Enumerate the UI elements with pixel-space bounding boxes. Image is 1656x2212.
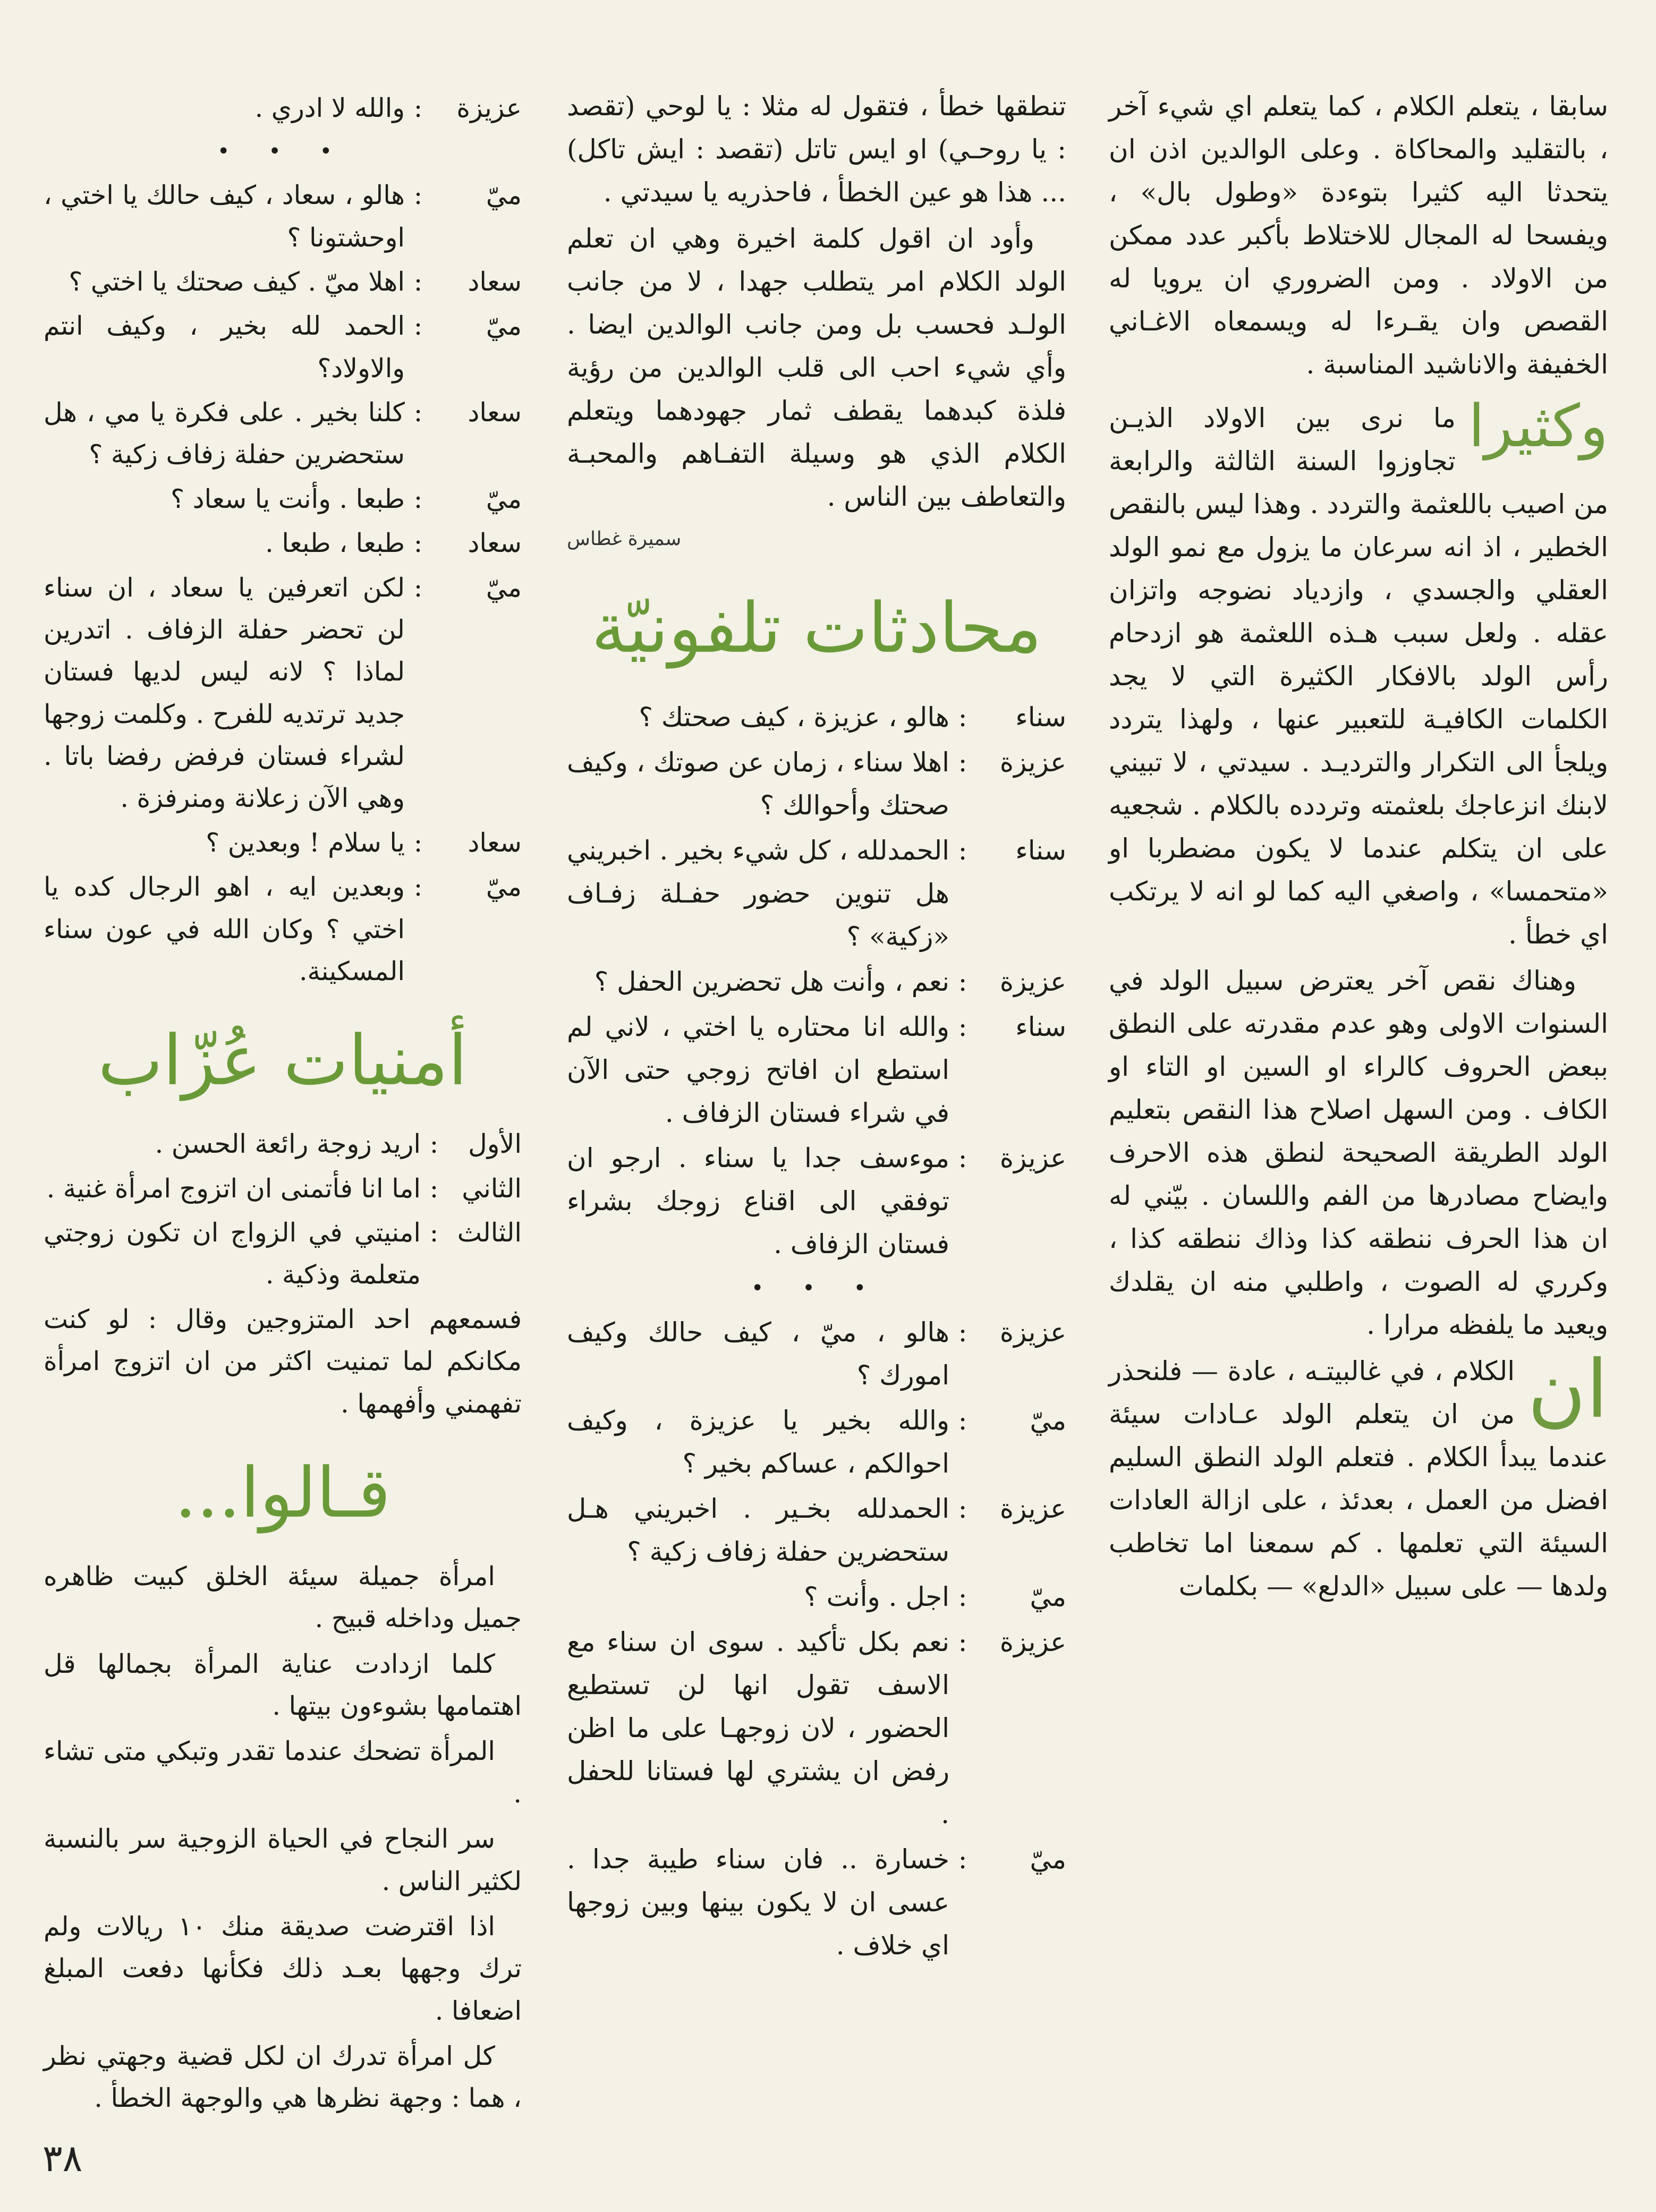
speaker-colon: : [958,1627,967,1658]
speaker-colon: : [958,1844,967,1875]
dialogue-text: هالو ، سعاد ، كيف حالك يا اختي ، اوحشتونا ؟ [44,180,405,253]
speaker-colon: : [429,1218,439,1248]
dialogue-line [567,1576,1066,1619]
speaker-colon: : [413,483,423,514]
separator-stars: • • • [751,1276,882,1301]
dialogue-block [567,1311,1066,1967]
dialogue-line [567,1137,1066,1266]
speaker-colon: : [958,835,967,866]
speaker-colon: : [958,966,967,998]
speaker-name: ميّ [1030,1844,1066,1875]
speaker-colon: : [413,93,423,123]
dialogue-line [567,1621,1066,1836]
wishes-conclusion: فسمعهم احد المتزوجين وقال : لو كنت مكانكم لما تمنيت اكثر من ان اتزوج امرأة تفهمني وأفهمها . [44,1304,522,1419]
dialogue-line [44,261,522,303]
dialogue-line [567,1311,1066,1397]
speaker-name: ميّ [486,311,522,342]
speaker-name: عزيزة [999,1317,1066,1348]
dialogue-text: موءسف جدا يا سناء . ارجو ان توفقي الى اقناع زوجك بشراء فستان الزفاف . [567,1143,949,1260]
speaker-colon: : [958,1317,967,1348]
dialogue-text: يا سلام ! وبعدين ؟ [206,827,405,858]
speaker-colon: : [413,827,423,858]
dialogue-line [567,696,1066,739]
speaker-name: عزيزة [999,1627,1066,1658]
article-paragraph [1109,1343,1608,1608]
dialogue-text: طبعا . وأنت يا سعاد ؟ [171,483,405,514]
dialogue-text: كلنا بخير . على فكرة يا مي ، هل ستحضرين حفلة زفاف زكية ؟ [44,397,405,470]
dialogue-line [567,741,1066,827]
speaker-name: الأول [468,1129,522,1160]
dialogue-text: اريد زوجة رائعة الحسن . [155,1129,421,1160]
speaker-name: عزيزة [999,1143,1066,1174]
speaker-name: سعاد [468,397,522,428]
dialogue-line [44,87,522,129]
dialogue-text: الحمد لله بخير ، وكيف انتم والاولاد؟ [44,311,405,384]
speaker-colon: : [413,528,423,559]
dialogue-line [44,567,522,820]
dialogue-text: هالو ، ميّ ، كيف حالك وكيف امورك ؟ [567,1317,949,1391]
speaker-colon: : [958,1143,967,1174]
dialogue-line [567,829,1066,958]
dialogue-line [44,1168,522,1210]
speaker-name: ميّ [486,872,522,903]
article-column-left [44,85,522,2123]
dropcap-word: ان [1527,1343,1608,1436]
speaker-colon: : [413,266,423,297]
speaker-name: سعاد [468,266,522,297]
dialogue-text: والله لا ادري . [254,93,405,123]
saying-item: كل امرأة تدرك ان لكل قضية وجهتي نظر ، هما : وجهة نظرها هي والوجهة الخطأ . [44,2041,522,2114]
speaker-colon: : [413,180,423,211]
dialogue-text: اهلا سناء ، زمان عن صوتك ، وكيف صحتك وأحوالك ؟ [567,747,949,821]
speaker-name: الثاني [462,1173,522,1204]
saying-item: كلما ازدادت عناية المرأة بجمالها قل اهتمامها بشوءون بيتها . [44,1648,522,1722]
dialogue-line [567,1399,1066,1485]
speaker-name: عزيزة [999,966,1066,998]
speaker-name: سعاد [468,827,522,858]
paragraph-text: الكلام ، في غالبيتـه ، عادة — فلنحذر من ان يتعلم الولد عـادات سيئة عندما يبدأ الكلام . فتعلم الولد النطق السليم افضل من العمل ، بعدئذ ، على ازالة العادات السيئة التي تعلمها . كم سمعنا اما تخاطب ولدها — على سبيل «الدلع» — بكلمات [1109,1356,1608,1602]
dialogue-line [44,305,522,389]
article-column-right [1109,85,1608,1611]
speaker-name: سناء [1015,835,1066,866]
dialogue-line [44,866,522,992]
wishes-block [44,1123,522,1296]
dialogue-block [567,696,1066,1266]
speaker-colon: : [958,747,967,778]
dialogue-text: نعم بكل تأكيد . سوى ان سناء مع الاسف تقول انها لن تستطيع الحضور ، لان زوجهـا على ما اظن رفض ان يشتري لها فستانا للحفل . [567,1627,949,1830]
paragraph-text: ما نرى بين الاولاد الذيـن تجاوزوا السنة الثالثة والرابعة من اصيب باللعثمة والتردد . وهذا ليس بالنقص الخطير ، اذ انه سرعان ما يزول مع نمو الولد العقلي والجسدي ، وازدياد نضوجه واتزان عقله . ولعل سبب هـذه اللعثمة هو ازدحام رأس الولد بالافكار الكثيرة التي لا يجد الكلمات الكافيـة للتعبير عنها ، ولهذا يتردد ويلجأ الى التكرار والترديـد . سيدتي ، لا تبيني لابنك انزعاجك بلعثمته وتردده بالكلام . شجعيه على ان يتكلم عندما لا يكون مضطربا او «متحمسا» ، واصغي اليه كما لو انه لا يرتكب اي خطأ . [1109,403,1608,950]
speaker-name: سعاد [468,528,522,559]
dialogue-text: الحمدلله بخـير . اخبريني هـل ستحضرين حفلة زفاف زكية ؟ [567,1493,949,1568]
speaker-colon: : [958,702,967,733]
speaker-name: سناء [1015,702,1066,733]
speaker-name: عزيزة [456,93,522,123]
dialogue-line [44,392,522,476]
dialogue-text: اما انا فأتمنى ان اتزوج امرأة غنية . [46,1173,421,1204]
dialogue-line [567,960,1066,1003]
author-signature: سميرة غطاس [567,528,682,550]
speaker-name: ميّ [486,483,522,514]
dialogue-text: طبعا ، طبعا . [265,528,405,559]
saying-item: سر النجاح في الحياة الزوجية سر بالنسبة لكثير الناس . [44,1824,522,1896]
dialogue-text: وبعدين ايه ، اهو الرجال كده يا اختي ؟ وكان الله في عون سناء المسكينة. [44,872,405,986]
dialogue-text: هالو ، عزيزة ، كيف صحتك ؟ [639,702,949,733]
section-heading-phone-conversations: محادثات تلفونيّة [591,588,1042,669]
speaker-colon: : [958,1011,967,1043]
dialogue-line [567,1838,1066,1967]
article-paragraph [1109,392,1608,956]
dropcap-word: وكثيرا [1468,392,1608,460]
sayings-block [44,1555,522,2120]
dialogue-line [44,478,522,520]
speaker-name: ميّ [1030,1405,1066,1436]
speaker-name: ميّ [1030,1581,1066,1613]
dialogue-block [44,87,522,129]
speaker-name: عزيزة [999,1493,1066,1525]
dialogue-text: نعم ، وأنت هل تحضرين الحفل ؟ [594,966,949,998]
speaker-colon: : [429,1173,439,1204]
dialogue-text: اجل . وأنت ؟ [804,1581,949,1613]
dialogue-line [567,1487,1066,1573]
speaker-colon: : [429,1129,439,1160]
speaker-colon: : [413,397,423,428]
speaker-colon: : [958,1405,967,1436]
speaker-name: الثالث [457,1218,522,1248]
dialogue-text: والله انا محتاره يا اختي ، لاني لم استطع ان افاتح زوجي حتى الآن في شراء فستان الزفاف . [567,1011,949,1129]
saying-item: المرأة تضحك عندما تقدر وتبكي متى تشاء . [44,1736,522,1809]
speaker-colon: : [413,311,423,342]
dialogue-text: والله بخير يا عزيزة ، وكيف احوالكم ، عساكم بخير ؟ [567,1405,949,1479]
dialogue-text: لكن اتعرفين يا سعاد ، ان سناء لن تحضر حفلة الزفاف . اتدرين لماذا ؟ لانه ليس لديها فستان جديد ترتديه للفرح . وكلمت زوجها لشراء فستان فرفض رفضا باتا . وهي الآن زعلانة ومنرفزة . [44,572,405,814]
page-number: ٣٨ [43,2137,83,2180]
dialogue-text: الحمدلله ، كل شيء بخير . اخبريني هل تنوين حضور حفـلة زفـاف «زكية» ؟ [567,835,949,952]
dialogue-text: اهلا ميّ . كيف صحتك يا اختي ؟ [69,266,405,297]
article-paragraph: وأود ان اقول كلمة اخيرة وهي ان تعلم الولد الكلام امر يتطلب جهدا ، لا من جانب الولـد فحسب بل ومن جانب الوالدين ايضا . وأي شيء احب الى قلب الوالدين من رؤية فلذة كبدهما يقطف ثمار جهودهما ويتعلم الكلام الذي هو وسيلة التفـاهم والمحبـة والتعاطف بين الناس . [567,223,1066,512]
saying-item: اذا اقترضت صديقة منك ١٠ ريالات ولم ترك وجهها بعـد ذلك فكأنها دفعت المبلغ اضعافا . [44,1911,522,2026]
dialogue-line [44,1123,522,1165]
speaker-name: عزيزة [999,747,1066,778]
dialogue-line [44,522,522,564]
section-heading-bachelor-wishes: أمنيات عُزّاب [98,1020,468,1101]
separator-stars: • • • [217,139,349,164]
dialogue-line [44,822,522,864]
speaker-colon: : [958,1581,967,1613]
article-paragraph: سابقا ، يتعلم الكلام ، كما يتعلم اي شيء آخر ، بالتقليد والمحاكاة . وعلى الوالدين اذن ان يتحدثا اليه كثيرا بتوءدة «وطول بال» ، ويفسحا له المجال للاختلاط بأكبر عدد ممكن من الاولاد . ومن الضروري ان يرويا له القصص وان يقـرءا له ويسمعاه الاغـاني الخفيفة والاناشيد المناسبة . [1109,91,1608,380]
section-heading-sayings: قـالوا... [174,1452,391,1533]
article-paragraph: تنطقها خطأ ، فتقول له مثلا : يا لوحي (تقصد : يا روحـي) او ايس تاتل (تقصد : ايش تاكل) ... هذا هو عين الخطأ ، فاحذريه يا سيدتي . [567,91,1066,208]
dialogue-text: خسارة .. فان سناء طيبة جدا . عسى ان لا يكون بينها وبين زوجها اي خلاف . [567,1844,949,1961]
speaker-colon: : [958,1493,967,1525]
saying-item: امرأة جميلة سيئة الخلق كبيت ظاهره جميل وداخله قبيح . [44,1561,522,1634]
dialogue-line [567,1006,1066,1135]
speaker-colon: : [413,572,423,603]
dialogue-text: امنيتي في الزواج ان تكون زوجتي متعلمة وذكية . [44,1218,421,1290]
speaker-name: ميّ [486,572,522,603]
speaker-colon: : [413,872,423,903]
dialogue-line [44,1212,522,1296]
dialogue-line [44,174,522,259]
article-column-middle [567,85,1066,1969]
speaker-name: سناء [1015,1011,1066,1043]
article-paragraph: وهناك نقص آخر يعترض سبيل الولد في السنوات الاولى وهو عدم مقدرته على النطق ببعض الحروف كالراء او السين او التاء او الكاف . ومن السهل اصلاح هذا النقص بتعليم الولد الطريقة الصحيحة لنطق هذه الاحرف وايضاح مصادرها من الفم واللسان . بيّني له ان هذا الحرف ننطقه كذا وذاك ننطقه كذا ، وكرري له الصوت ، واطلبي منه ان يقلدك ويعيد ما يلفظه مرارا . [1109,965,1608,1340]
speaker-name: ميّ [486,180,522,211]
dialogue-block [44,174,522,992]
